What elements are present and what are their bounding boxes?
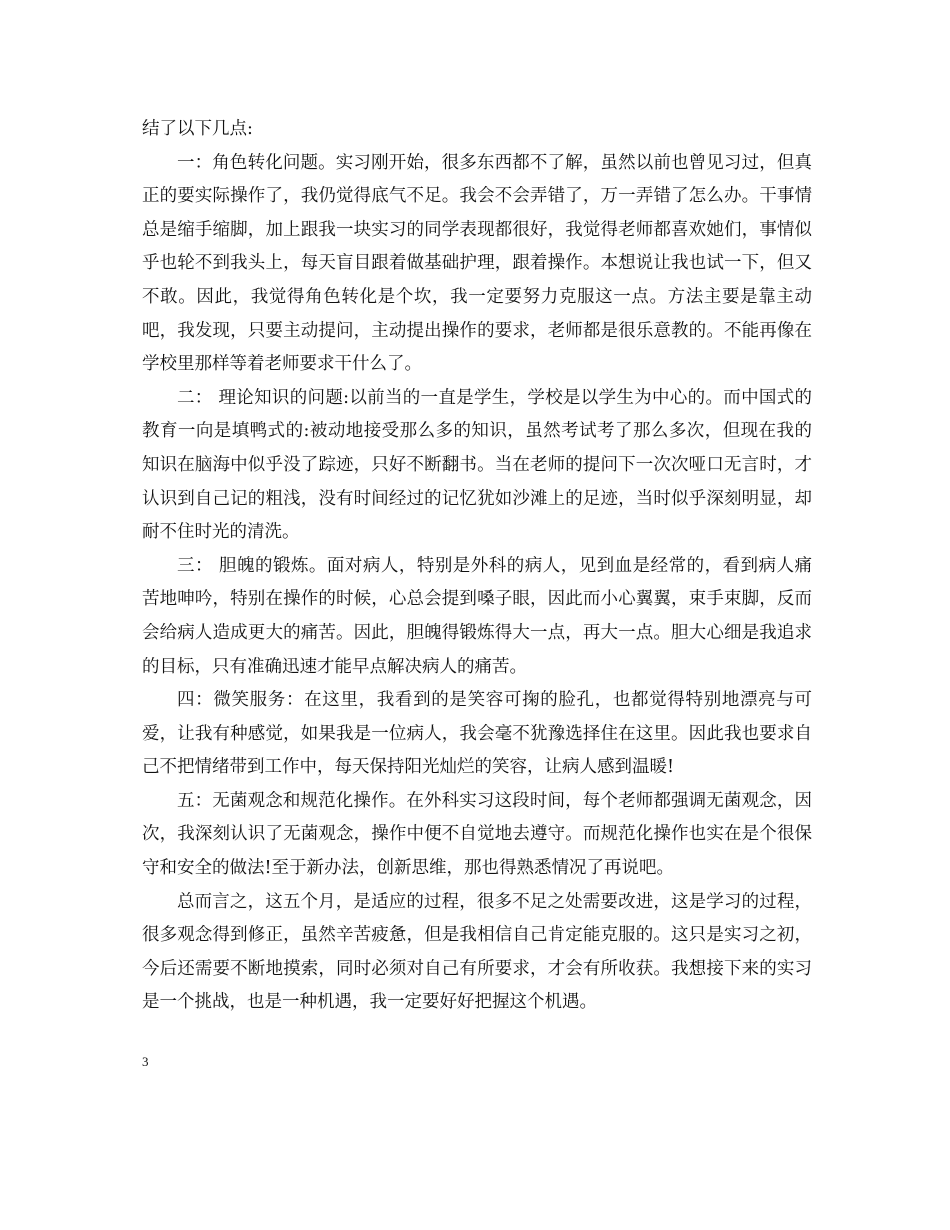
paragraph-point-three: 三： 胆魄的锻炼。面对病人，特别是外科的病人，见到血是经常的，看到病人痛苦地呻吟，特别在操作的时候，心总会提到嗓子眼，因此而小心翼翼，束手束脚，反而会给病人造成更大的痛苦。因此，胆魄得锻炼得大一点，再大一点。胆大心细是我追求的目标，只有准确迅速才能早点解决病人的痛苦。 (142, 555, 812, 677)
paragraph-point-four: 四：微笑服务：在这里，我看到的是笑容可掬的脸孔，也都觉得特别地漂亮与可爱，让我有种感觉，如果我是一位病人，我会毫不犹豫选择住在这里。因此我也要求自己不把情绪带到工作中，每天保持阳光灿烂的笑容，让病人感到温暖! (142, 690, 812, 778)
page-number: 3 (142, 1054, 149, 1069)
paragraph-point-two: 二： 理论知识的问题:以前当的一直是学生，学校是以学生为中心的。而中国式的教育一向是填鸭式的:被动地接受那么多的知识，虽然考试考了那么多次，但现在我的知识在脑海中似乎没了踪迹，只好不断翻书。当在老师的提问下一次次哑口无言时，才认识到自己记的粗浅，没有时间经过的记忆犹如沙滩上的足迹，当时似乎深刻明显，却耐不住时光的清洗。 (142, 387, 812, 543)
paragraph-point-one: 一：角色转化问题。实习刚开始，很多东西都不了解，虽然以前也曾见习过，但真正的要实际操作了，我仍觉得底气不足。我会不会弄错了，万一弄错了怎么办。干事情总是缩手缩脚，加上跟我一块实习的同学表现都很好，我觉得老师都喜欢她们，事情似乎也轮不到我头上，每天盲目跟着做基础护理，跟着操作。本想说让我也试一下，但又不敢。因此，我觉得角色转化是个坎，我一定要努力克服这一点。方法主要是靠主动吧，我发现，只要主动提问，主动提出操作的要求，老师都是很乐意教的。不能再像在学校里那样等着老师要求干什么了。 (142, 152, 812, 375)
paragraph-summary: 总而言之，这五个月，是适应的过程，很多不足之处需要改进，这是学习的过程，很多观念得到修正，虽然辛苦疲惫，但是我相信自己肯定能克服的。这只是实习之初，今后还需要不断地摸索，同时必须对自己有所要求，才会有所收获。我想接下来的实习是一个挑战，也是一种机遇，我一定要好好把握这个机遇。 (142, 891, 812, 1013)
paragraph-continuation: 结了以下几点: (142, 119, 253, 139)
document-body (142, 113, 812, 1020)
paragraph-point-five: 五：无菌观念和规范化操作。在外科实习这段时间，每个老师都强调无菌观念，因次，我深刻认识了无菌观念，操作中便不自觉地去遵守。而规范化操作也实在是个很保守和安全的做法!至于新办法，创新思维，那也得熟悉情况了再说吧。 (142, 790, 812, 879)
